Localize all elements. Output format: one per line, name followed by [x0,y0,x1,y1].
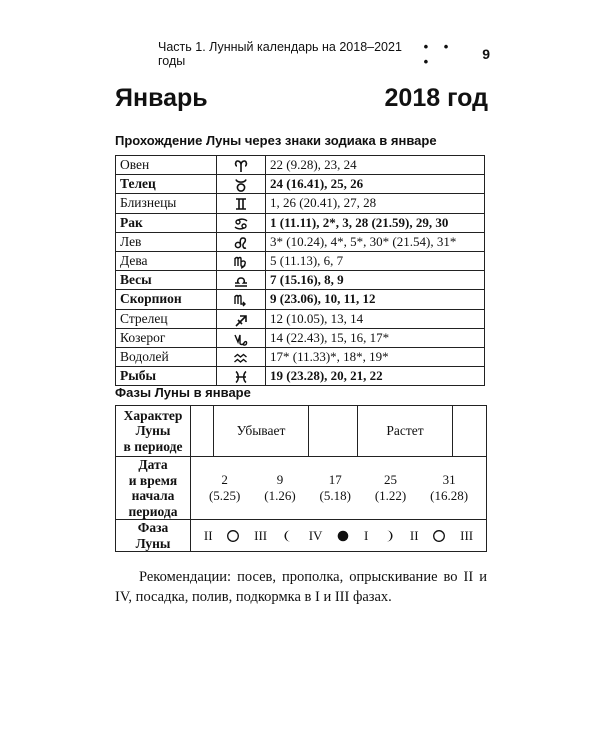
zodiac-days: 7 (15.16), 8, 9 [266,271,485,290]
zodiac-row [116,213,485,232]
full-moon-icon [432,529,446,543]
zodiac-sign-name: Стрелец [116,309,217,328]
zodiac-days: 19 (23.28), 20, 21, 22 [266,367,485,386]
phase-numeral: III [254,527,268,543]
zodiac-days: 3* (10.24), 4*, 5*, 30* (21.54), 31* [266,232,485,251]
zodiac-row [116,347,485,366]
running-head-text: Часть 1. Лунный календарь на 2018–2021 годы [158,40,402,68]
zodiac-days: 22 (9.28), 23, 24 [266,156,485,175]
zodiac-sign-name: Лев [116,232,217,251]
phase-numeral: I [363,527,369,543]
phase-numeral: IV [308,527,323,543]
phase-dates-row [116,457,487,520]
zodiac-days: 9 (23.06), 10, 11, 12 [266,290,485,309]
scorpio-icon [233,293,249,307]
libra-icon [233,274,249,288]
zodiac-row [116,367,485,386]
zodiac-sign-name: Весы [116,271,217,290]
zodiac-sign-name: Дева [116,251,217,270]
zodiac-sign-name: Рыбы [116,367,217,386]
phase-date-item [430,472,468,504]
month-title: Январь [115,84,208,112]
zodiac-sign-name: Телец [116,175,217,194]
phase-date-item [375,472,406,504]
phase-numeral: II [203,527,213,543]
zodiac-row [116,290,485,309]
zodiac-sign-name: Водолей [116,347,217,366]
zodiac-row [116,271,485,290]
leo-icon [233,236,249,250]
full-moon-icon [226,529,240,543]
cancer-icon [233,217,249,231]
phase-date-day: 31 [442,472,456,487]
running-head [158,39,490,69]
aquarius-icon [233,351,249,365]
aries-icon [233,159,249,173]
moon-phases-table [115,405,487,552]
zodiac-days: 12 (10.05), 13, 14 [266,309,485,328]
taurus-icon [233,178,249,192]
year-title: 2018 год [384,84,488,112]
zodiac-row [116,309,485,328]
phase-date-day: 2 [221,472,228,487]
phase-date-day: 17 [328,472,342,487]
capricorn-icon [233,332,249,346]
phase-date-time: (16.28) [430,488,469,503]
running-head-dots: • • • [423,39,455,69]
zodiac-days: 17* (11.33)*, 18*, 19* [266,347,485,366]
zodiac-row [116,232,485,251]
gemini-icon [233,197,249,211]
zodiac-days: 1, 26 (20.41), 27, 28 [266,194,485,213]
phase-date-day: 9 [276,472,284,487]
phase-date-time: (5.25) [208,488,241,503]
sagittarius-icon [233,313,249,327]
zodiac-days: 14 (22.43), 15, 16, 17* [266,328,485,347]
zodiac-sign-name: Козерог [116,328,217,347]
phase-symbols-row [116,520,487,552]
waxing-cell: Растет [358,406,453,457]
zodiac-sign-name: Близнецы [116,194,217,213]
zodiac-row [116,328,485,347]
pisces-icon [233,370,249,384]
waxing-crescent-icon [382,529,396,543]
phase-character-header: Характер Луны в периоде [116,406,191,457]
phase-numeral: III [460,527,474,543]
phase-symbols-header: Фаза Луны [116,520,191,552]
phase-numeral: II [409,527,419,543]
zodiac-section-heading: Прохождение Луны через знаки зодиака в январе [115,133,437,148]
zodiac-row [116,194,485,213]
recommendation-paragraph: Рекомендации: посев, прополка, опрыскивание во II и IV, посадка, полив, подкормка в I и III фазах. [115,569,487,605]
zodiac-sign-name: Рак [116,213,217,232]
phase-date-time: (5.18) [319,488,351,503]
zodiac-row [116,251,485,270]
zodiac-table [115,155,485,386]
phase-dates-header: Дата и время начала периода [116,457,191,520]
phase-date-time: (1.22) [374,488,407,503]
zodiac-sign-name: Овен [116,156,217,175]
zodiac-sign-name: Скорпион [116,290,217,309]
zodiac-row [116,156,485,175]
phase-dates-list [191,472,486,504]
new-moon-icon [336,529,350,543]
zodiac-days: 24 (16.41), 25, 26 [266,175,485,194]
phase-date-item [209,472,240,504]
zodiac-days: 1 (11.11), 2*, 3, 28 (21.59), 29, 30 [266,213,485,232]
phase-date-item [320,472,351,504]
phase-date-time: (1.26) [264,488,296,503]
phase-character-row [116,406,487,457]
page-number: 9 [482,46,490,62]
waning-crescent-icon [281,529,295,543]
virgo-icon [233,255,249,269]
zodiac-days: 5 (11.13), 6, 7 [266,251,485,270]
phase-date-item [264,472,295,504]
zodiac-row [116,175,485,194]
phase-date-day: 25 [384,472,398,487]
waning-cell: Убывает [214,406,309,457]
phase-sequence [191,528,486,544]
phases-section-heading: Фазы Луны в январе [115,385,251,400]
